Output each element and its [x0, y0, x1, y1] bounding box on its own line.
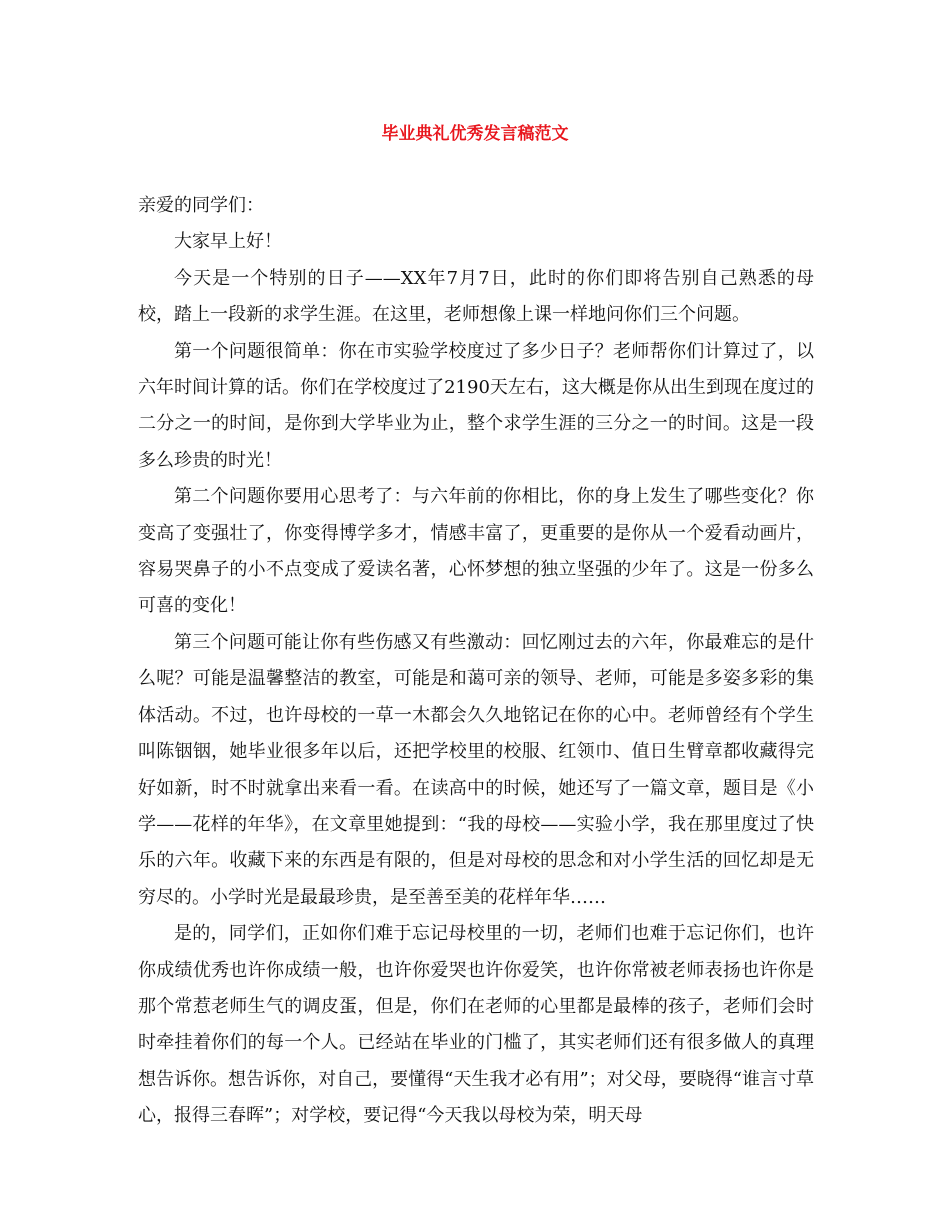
paragraph-intro: 今天是一个特别的日子——XX年7月7日，此时的你们即将告别自己熟悉的母校，踏上一段新的求学生涯。在这里，老师想像上课一样地问你们三个问题。	[138, 267, 814, 326]
paragraph-question-one: 第一个问题很简单：你在市实验学校度过了多少日子？老师帮你们计算过了，以六年时间计算的话。你们在学校度过了2190天左右，这大概是你从出生到现在度过的二分之一的时间，是你到大学毕业为止，整个求学生涯的三分之一的时间。这是一段多么珍贵的时光！	[138, 340, 814, 471]
paragraph-question-three: 第三个问题可能让你有些伤感又有些激动：回忆刚过去的六年，你最难忘的是什么呢？可能是温馨整洁的教室，可能是和蔼可亲的领导、老师，可能是多姿多彩的集体活动。不过，也许母校的一草一木都会久久地铭记在你的心中。老师曾经有个学生叫陈铟铟，她毕业很多年以后，还把学校里的校服、红领巾、值日生臂章都收藏得完好如新，时不时就拿出来看一看。在读高中的时候，她还写了一篇文章，题目是《小学——花样的年华》，在文章里她提到：“我的母校——实验小学，我在那里度过了快乐的六年。收藏下来的东西是有限的，但是对母校的思念和对小学生活的回忆却是无穷尽的。小学时光是最最珍贵，是至善至美的花样年华……	[138, 631, 814, 908]
salutation: 亲爱的同学们：	[138, 195, 264, 216]
document-title: 毕业典礼优秀发言稿范文	[381, 124, 569, 144]
document-body	[138, 188, 814, 1135]
paragraph-greeting: 大家早上好！	[174, 231, 282, 253]
paragraph-question-two: 第二个问题你要用心思考了：与六年前的你相比，你的身上发生了哪些变化？你变高了变强壮了，你变得博学多才，情感丰富了，更重要的是你从一个爱看动画片，容易哭鼻子的小不点变成了爱读名著，心怀梦想的独立坚强的少年了。这是一份多么可喜的变化！	[138, 486, 814, 617]
paragraph-conclusion: 是的，同学们，正如你们难于忘记母校里的一切，老师们也难于忘记你们，也许你成绩优秀也许你成绩一般，也许你爱哭也许你爱笑，也许你常被老师表扬也许你是那个常惹老师生气的调皮蛋，但是，你们在老师的心里都是最棒的孩子，老师们会时时牵挂着你们的每一个人。已经站在毕业的门槛了，其实老师们还有很多做人的真理想告诉你。想告诉你，对自己，要懂得“天生我才必有用”；对父母，要晓得“谁言寸草心，报得三春晖”；对学校，要记得“今天我以母校为荣，明天母	[138, 923, 814, 1127]
